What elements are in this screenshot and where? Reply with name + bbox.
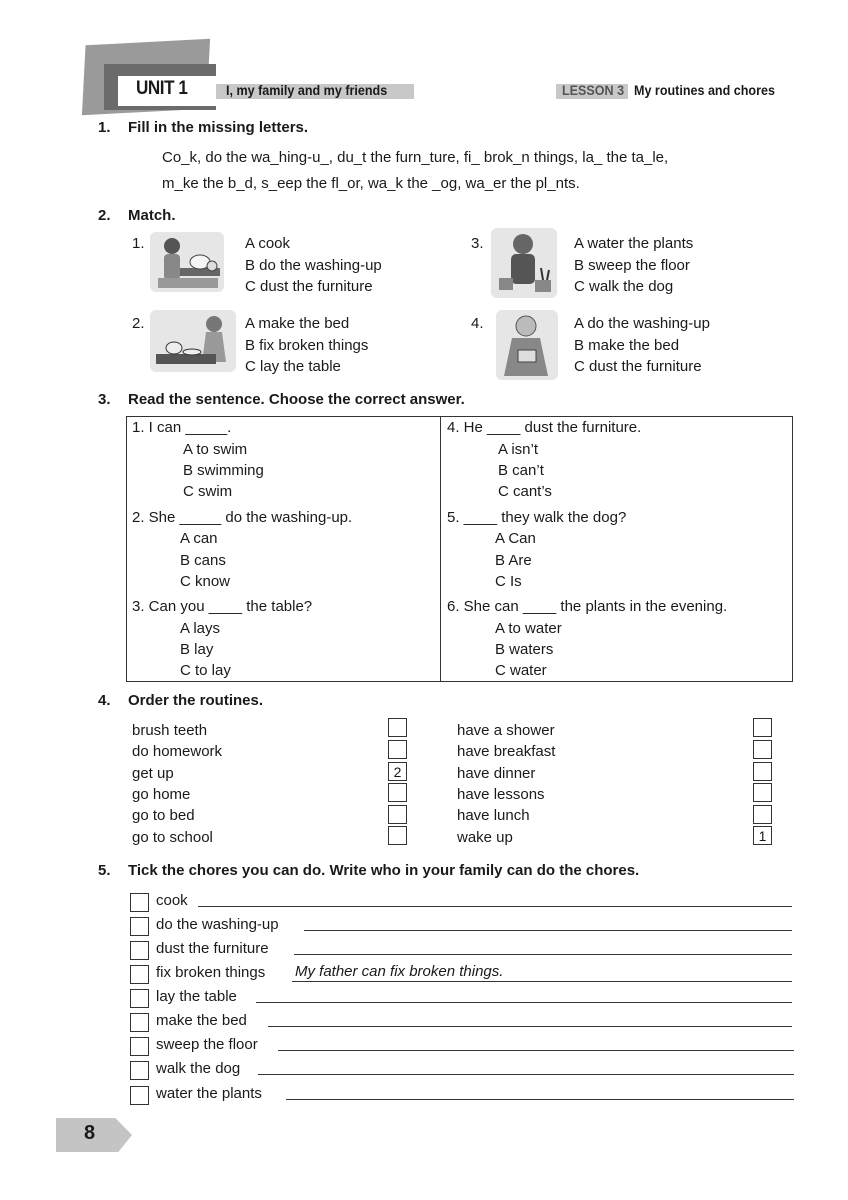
- order-box[interactable]: 1: [753, 826, 772, 845]
- question: 3. Can you ____ the table?: [132, 598, 313, 615]
- match-item-number: 1.: [132, 235, 145, 252]
- write-line[interactable]: [256, 1002, 792, 1003]
- unit-label: UNIT 1: [136, 78, 188, 99]
- ex5-number: 5.: [98, 862, 111, 879]
- order-box[interactable]: [753, 762, 772, 781]
- chore-label: sweep the floor: [156, 1036, 258, 1053]
- routine-label: go to bed: [132, 807, 195, 824]
- ex2-title: Match.: [128, 207, 176, 224]
- answer-option[interactable]: C cant’s: [498, 483, 552, 500]
- ex3-table-divider: [440, 416, 441, 682]
- write-line[interactable]: [268, 1026, 792, 1027]
- write-line[interactable]: [294, 954, 792, 955]
- answer-option[interactable]: B cans: [180, 552, 226, 569]
- picture-making-bed: [496, 310, 558, 380]
- question: 5. ____ they walk the dog?: [447, 509, 627, 526]
- ex4-number: 4.: [98, 692, 111, 709]
- routine-label: brush teeth: [132, 722, 208, 739]
- write-line[interactable]: [278, 1050, 794, 1051]
- answer-option[interactable]: B swimming: [183, 462, 264, 479]
- match-option: C walk the dog: [574, 278, 674, 295]
- example-answer: My father can fix broken things.: [295, 963, 504, 980]
- page-number: 8: [84, 1122, 96, 1144]
- chore-label: fix broken things: [156, 964, 266, 981]
- question: 6. She can ____ the plants in the evening.: [447, 598, 728, 615]
- order-box[interactable]: [388, 826, 407, 845]
- routine-label: have dinner: [457, 765, 536, 782]
- ex1-title: Fill in the missing letters.: [128, 119, 309, 136]
- picture-laying-table: [150, 310, 236, 372]
- ex4-title: Order the routines.: [128, 692, 264, 709]
- routine-label: have breakfast: [457, 743, 556, 760]
- chore-label: water the plants: [156, 1085, 262, 1102]
- answer-option[interactable]: A lays: [180, 620, 221, 637]
- answer-option[interactable]: A Can: [495, 530, 536, 547]
- ex3-number: 3.: [98, 391, 111, 408]
- answer-option[interactable]: C Is: [495, 573, 522, 590]
- chore-label: dust the furniture: [156, 940, 269, 957]
- routine-label: wake up: [457, 829, 513, 846]
- chore-checkbox[interactable]: [130, 989, 149, 1008]
- order-box[interactable]: [388, 740, 407, 759]
- match-option: B sweep the floor: [574, 257, 690, 274]
- chore-label: lay the table: [156, 988, 237, 1005]
- match-option: A do the washing-up: [574, 315, 710, 332]
- order-box[interactable]: [753, 805, 772, 824]
- chore-checkbox[interactable]: [130, 1037, 149, 1056]
- chore-checkbox[interactable]: [130, 1061, 149, 1080]
- answer-option[interactable]: B Are: [495, 552, 532, 569]
- match-option: A cook: [245, 235, 291, 252]
- write-line[interactable]: [292, 981, 792, 982]
- routine-label: get up: [132, 765, 174, 782]
- ex1-line: Co_k, do the wa_hing-u_, du_t the furn_ture, fi_ brok_n things, la_ the ta_le,: [162, 149, 669, 166]
- answer-option[interactable]: B waters: [495, 641, 554, 658]
- answer-option[interactable]: C to lay: [180, 662, 231, 679]
- answer-option[interactable]: C know: [180, 573, 231, 590]
- picture-cooking: [150, 232, 224, 292]
- chore-checkbox[interactable]: [130, 965, 149, 984]
- match-item-number: 4.: [471, 315, 484, 332]
- answer-option[interactable]: B can’t: [498, 462, 544, 479]
- question: 2. She _____ do the washing-up.: [132, 509, 353, 526]
- routine-label: go to school: [132, 829, 213, 846]
- ex2-number: 2.: [98, 207, 111, 224]
- match-item-number: 2.: [132, 315, 145, 332]
- ex3-title: Read the sentence. Choose the correct answer.: [128, 391, 465, 408]
- answer-option[interactable]: A isn’t: [498, 441, 539, 458]
- routine-label: have lunch: [457, 807, 530, 824]
- chore-label: do the washing-up: [156, 916, 279, 933]
- order-box[interactable]: [388, 783, 407, 802]
- question: 4. He ____ dust the furniture.: [447, 419, 642, 436]
- answer-option[interactable]: C water: [495, 662, 547, 679]
- match-option: B make the bed: [574, 337, 680, 354]
- routine-label: have lessons: [457, 786, 545, 803]
- order-box[interactable]: [388, 805, 407, 824]
- routine-label: do homework: [132, 743, 223, 760]
- routine-label: go home: [132, 786, 191, 803]
- match-option: A water the plants: [574, 235, 694, 252]
- ex1-number: 1.: [98, 119, 111, 136]
- chore-checkbox[interactable]: [130, 893, 149, 912]
- write-line[interactable]: [198, 906, 792, 907]
- chore-checkbox[interactable]: [130, 917, 149, 936]
- ex5-title: Tick the chores you can do. Write who in your family can do the chores.: [128, 862, 640, 879]
- chore-label: walk the dog: [156, 1060, 241, 1077]
- match-option: C lay the table: [245, 358, 341, 375]
- chore-label: make the bed: [156, 1012, 247, 1029]
- match-option: C dust the furniture: [574, 358, 702, 375]
- order-box[interactable]: [753, 740, 772, 759]
- picture-watering-plants: [491, 228, 557, 298]
- routine-label: have a shower: [457, 722, 555, 739]
- order-box[interactable]: [388, 718, 407, 737]
- chore-checkbox[interactable]: [130, 941, 149, 960]
- chore-checkbox[interactable]: [130, 1013, 149, 1032]
- lesson-label: LESSON 3: [562, 83, 625, 98]
- write-line[interactable]: [286, 1099, 794, 1100]
- answer-option[interactable]: A to swim: [183, 441, 248, 458]
- match-option: A make the bed: [245, 315, 350, 332]
- answer-option[interactable]: A can: [180, 530, 218, 547]
- answer-option[interactable]: B lay: [180, 641, 214, 658]
- chore-label: cook: [156, 892, 188, 909]
- answer-option[interactable]: C swim: [183, 483, 233, 500]
- chore-checkbox[interactable]: [130, 1086, 149, 1105]
- ex1-line: m_ke the b_d, s_eep the fl_or, wa_k the _og, wa_er the pl_nts.: [162, 175, 580, 192]
- lesson-title: My routines and chores: [634, 83, 775, 98]
- match-option: B fix broken things: [245, 337, 369, 354]
- match-option: C dust the furniture: [245, 278, 373, 295]
- order-box[interactable]: [753, 718, 772, 737]
- question: 1. I can _____.: [132, 419, 232, 436]
- order-box[interactable]: 2: [388, 762, 407, 781]
- match-option: B do the washing-up: [245, 257, 382, 274]
- order-box[interactable]: [753, 783, 772, 802]
- topic-title: I, my family and my friends: [226, 83, 388, 98]
- write-line[interactable]: [258, 1074, 794, 1075]
- answer-option[interactable]: A to water: [495, 620, 562, 637]
- match-item-number: 3.: [471, 235, 484, 252]
- write-line[interactable]: [304, 930, 792, 931]
